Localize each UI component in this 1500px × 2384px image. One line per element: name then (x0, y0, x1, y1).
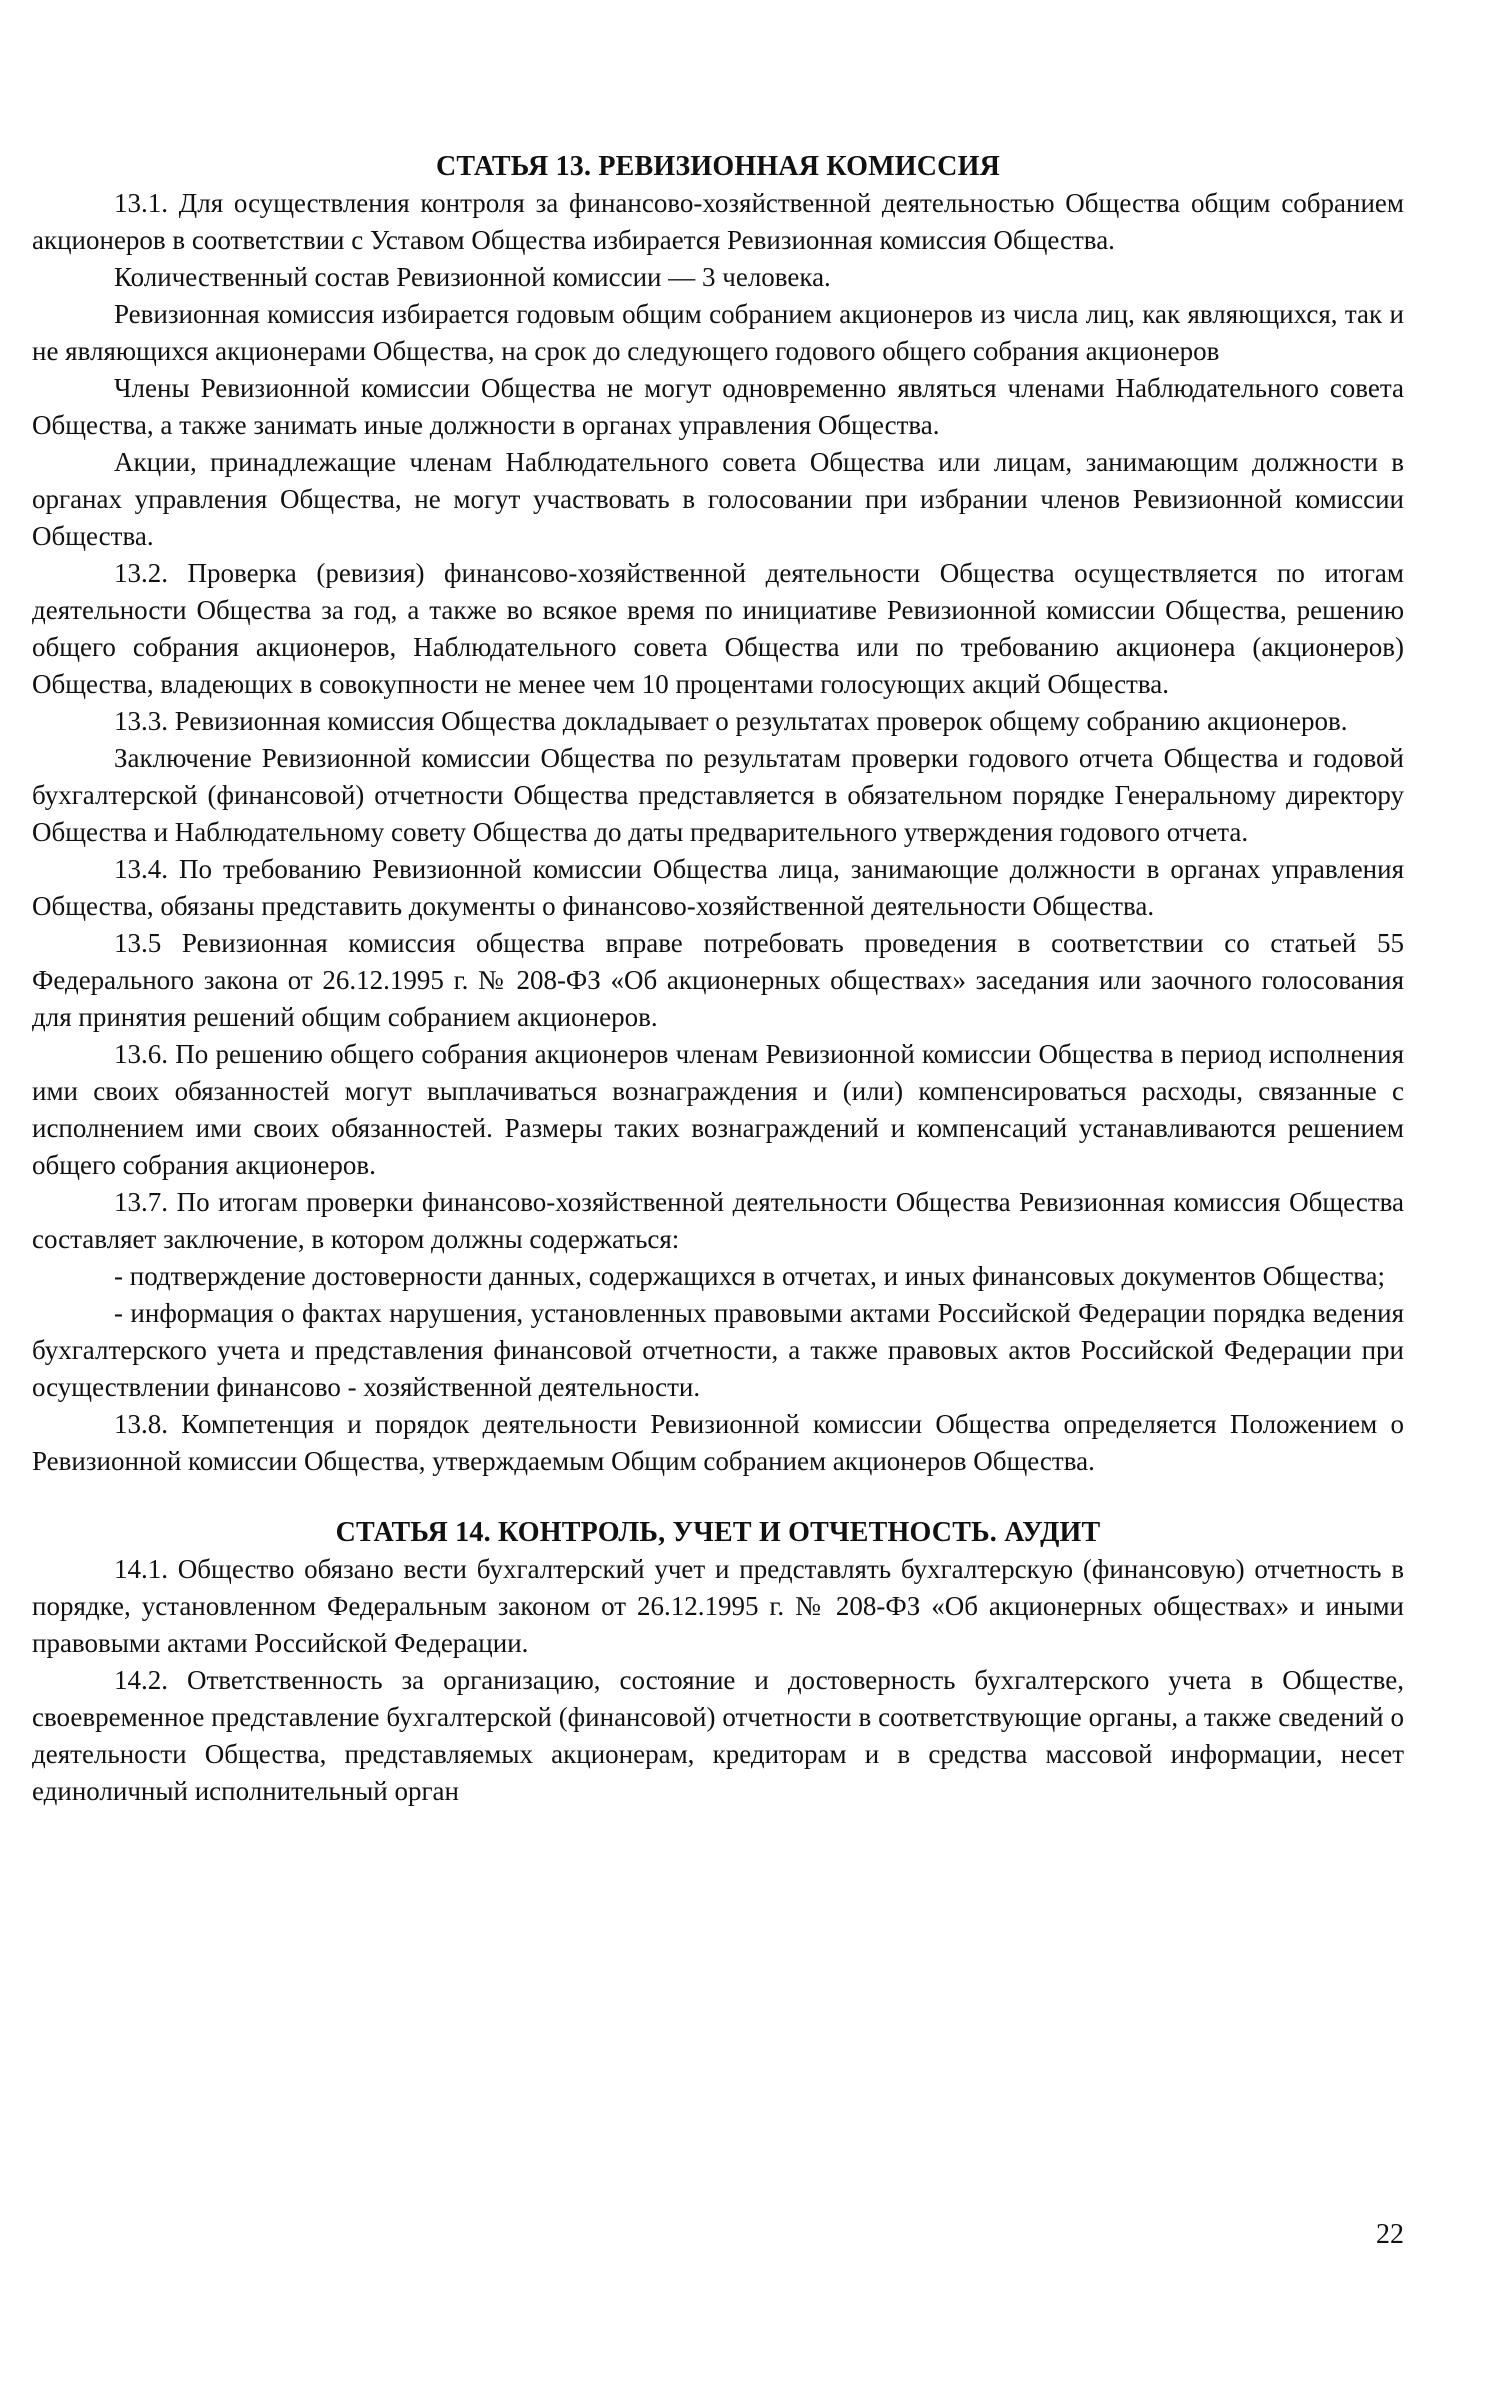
paragraph-14-1: 14.1. Общество обязано вести бухгалтерский учет и представлять бухгалтерскую (финансовую) отчетность в порядке, установленном Федеральным законом от 26.12.1995 г. № 208-ФЗ «Об акционерных обществах» и иными правовыми актами Российской Федерации. (32, 1554, 1404, 1658)
paragraph-13-3-conclusion: Заключение Ревизионной комиссии Общества по результатам проверки годового отчета Общества и годовой бухгалтерской (финансовой) отчетности Общества представляется в обязательном порядке Генеральному директору Общества и Наблюдательному совету Общества до даты предварительного утверждения годового отчета. (32, 743, 1404, 847)
paragraph-13-1-composition: Количественный состав Ревизионной комиссии — 3 человека. (114, 262, 831, 292)
paragraph-13-4: 13.4. По требованию Ревизионной комиссии Общества лица, занимающие должности в органах управления Общества, обязаны представить документы о финансово-хозяйственной деятельности Общества. (32, 854, 1404, 921)
paragraph-13-7-item-2: - информация о фактах нарушения, установленных правовыми актами Российской Федерации порядка ведения бухгалтерского учета и представления финансовой отчетности, а также правовых актов Российской Федерации при осуществлении финансово - хозяйственной деятельности. (32, 1298, 1404, 1402)
paragraph-13-1-shares: Акции, принадлежащие членам Наблюдательного совета Общества или лицам, занимающим должности в органах управления Общества, не могут участвовать в голосовании при избрании членов Ревизионной комиссии Общества. (32, 447, 1404, 551)
paragraph-13-6: 13.6. По решению общего собрания акционеров членам Ревизионной комиссии Общества в период исполнения ими своих обязанностей могут выплачиваться вознаграждения и (или) компенсироваться расходы, связанные с исполнением ими своих обязанностей. Размеры таких вознаграждений и компенсаций устанавливаются решением общего собрания акционеров. (32, 1039, 1404, 1180)
article-14-heading: СТАТЬЯ 14. КОНТРОЛЬ, УЧЕТ И ОТЧЕТНОСТЬ. АУДИТ (335, 1517, 1101, 1548)
article-13-heading: СТАТЬЯ 13. РЕВИЗИОННАЯ КОМИССИЯ (436, 151, 1000, 182)
document-page (32, 148, 1404, 1810)
paragraph-13-1-election: Ревизионная комиссия избирается годовым общим собранием акционеров из числа лиц, как являющихся, так и не являющихся акционерами Общества, на срок до следующего годового общего собрания акционеров (32, 299, 1404, 366)
paragraph-13-1: 13.1. Для осуществления контроля за финансово-хозяйственной деятельностью Общества общим собранием акционеров в соответствии с Уставом Общества избирается Ревизионная комиссия Общества. (32, 188, 1404, 255)
paragraph-13-7-item-1: - подтверждение достоверности данных, содержащихся в отчетах, и иных финансовых документов Общества; (114, 1261, 1385, 1291)
paragraph-13-8: 13.8. Компетенция и порядок деятельности Ревизионной комиссии Общества определяется Положением о Ревизионной комиссии Общества, утверждаемым Общим собранием акционеров Общества. (32, 1409, 1404, 1476)
paragraph-13-5: 13.5 Ревизионная комиссия общества вправе потребовать проведения в соответствии со статьей 55 Федерального закона от 26.12.1995 г. № 208-ФЗ «Об акционерных обществах» заседания или заочного голосования для принятия решений общим собранием акционеров. (32, 928, 1404, 1032)
paragraph-13-2: 13.2. Проверка (ревизия) финансово-хозяйственной деятельности Общества осуществляется по итогам деятельности Общества за год, а также во всякое время по инициативе Ревизионной комиссии Общества, решению общего собрания акционеров, Наблюдательного совета Общества или по требованию акционера (акционеров) Общества, владеющих в совокупности не менее чем 10 процентами голосующих акций Общества. (32, 558, 1404, 699)
paragraph-14-2: 14.2. Ответственность за организацию, состояние и достоверность бухгалтерского учета в Обществе, своевременное представление бухгалтерской (финансовой) отчетности в соответствующие органы, а также сведений о деятельности Общества, представляемых акционерам, кредиторам и в средства массовой информации, несет единоличный исполнительный орган (32, 1665, 1404, 1806)
page-number: 22 (1376, 2219, 1404, 2250)
paragraph-13-1-members: Члены Ревизионной комиссии Общества не могут одновременно являться членами Наблюдательного совета Общества, а также занимать иные должности в органах управления Общества. (32, 373, 1404, 440)
paragraph-13-7: 13.7. По итогам проверки финансово-хозяйственной деятельности Общества Ревизионная комиссия Общества составляет заключение, в котором должны содержаться: (32, 1187, 1404, 1254)
paragraph-13-3: 13.3. Ревизионная комиссия Общества докладывает о результатах проверок общему собранию акционеров. (114, 706, 1348, 736)
